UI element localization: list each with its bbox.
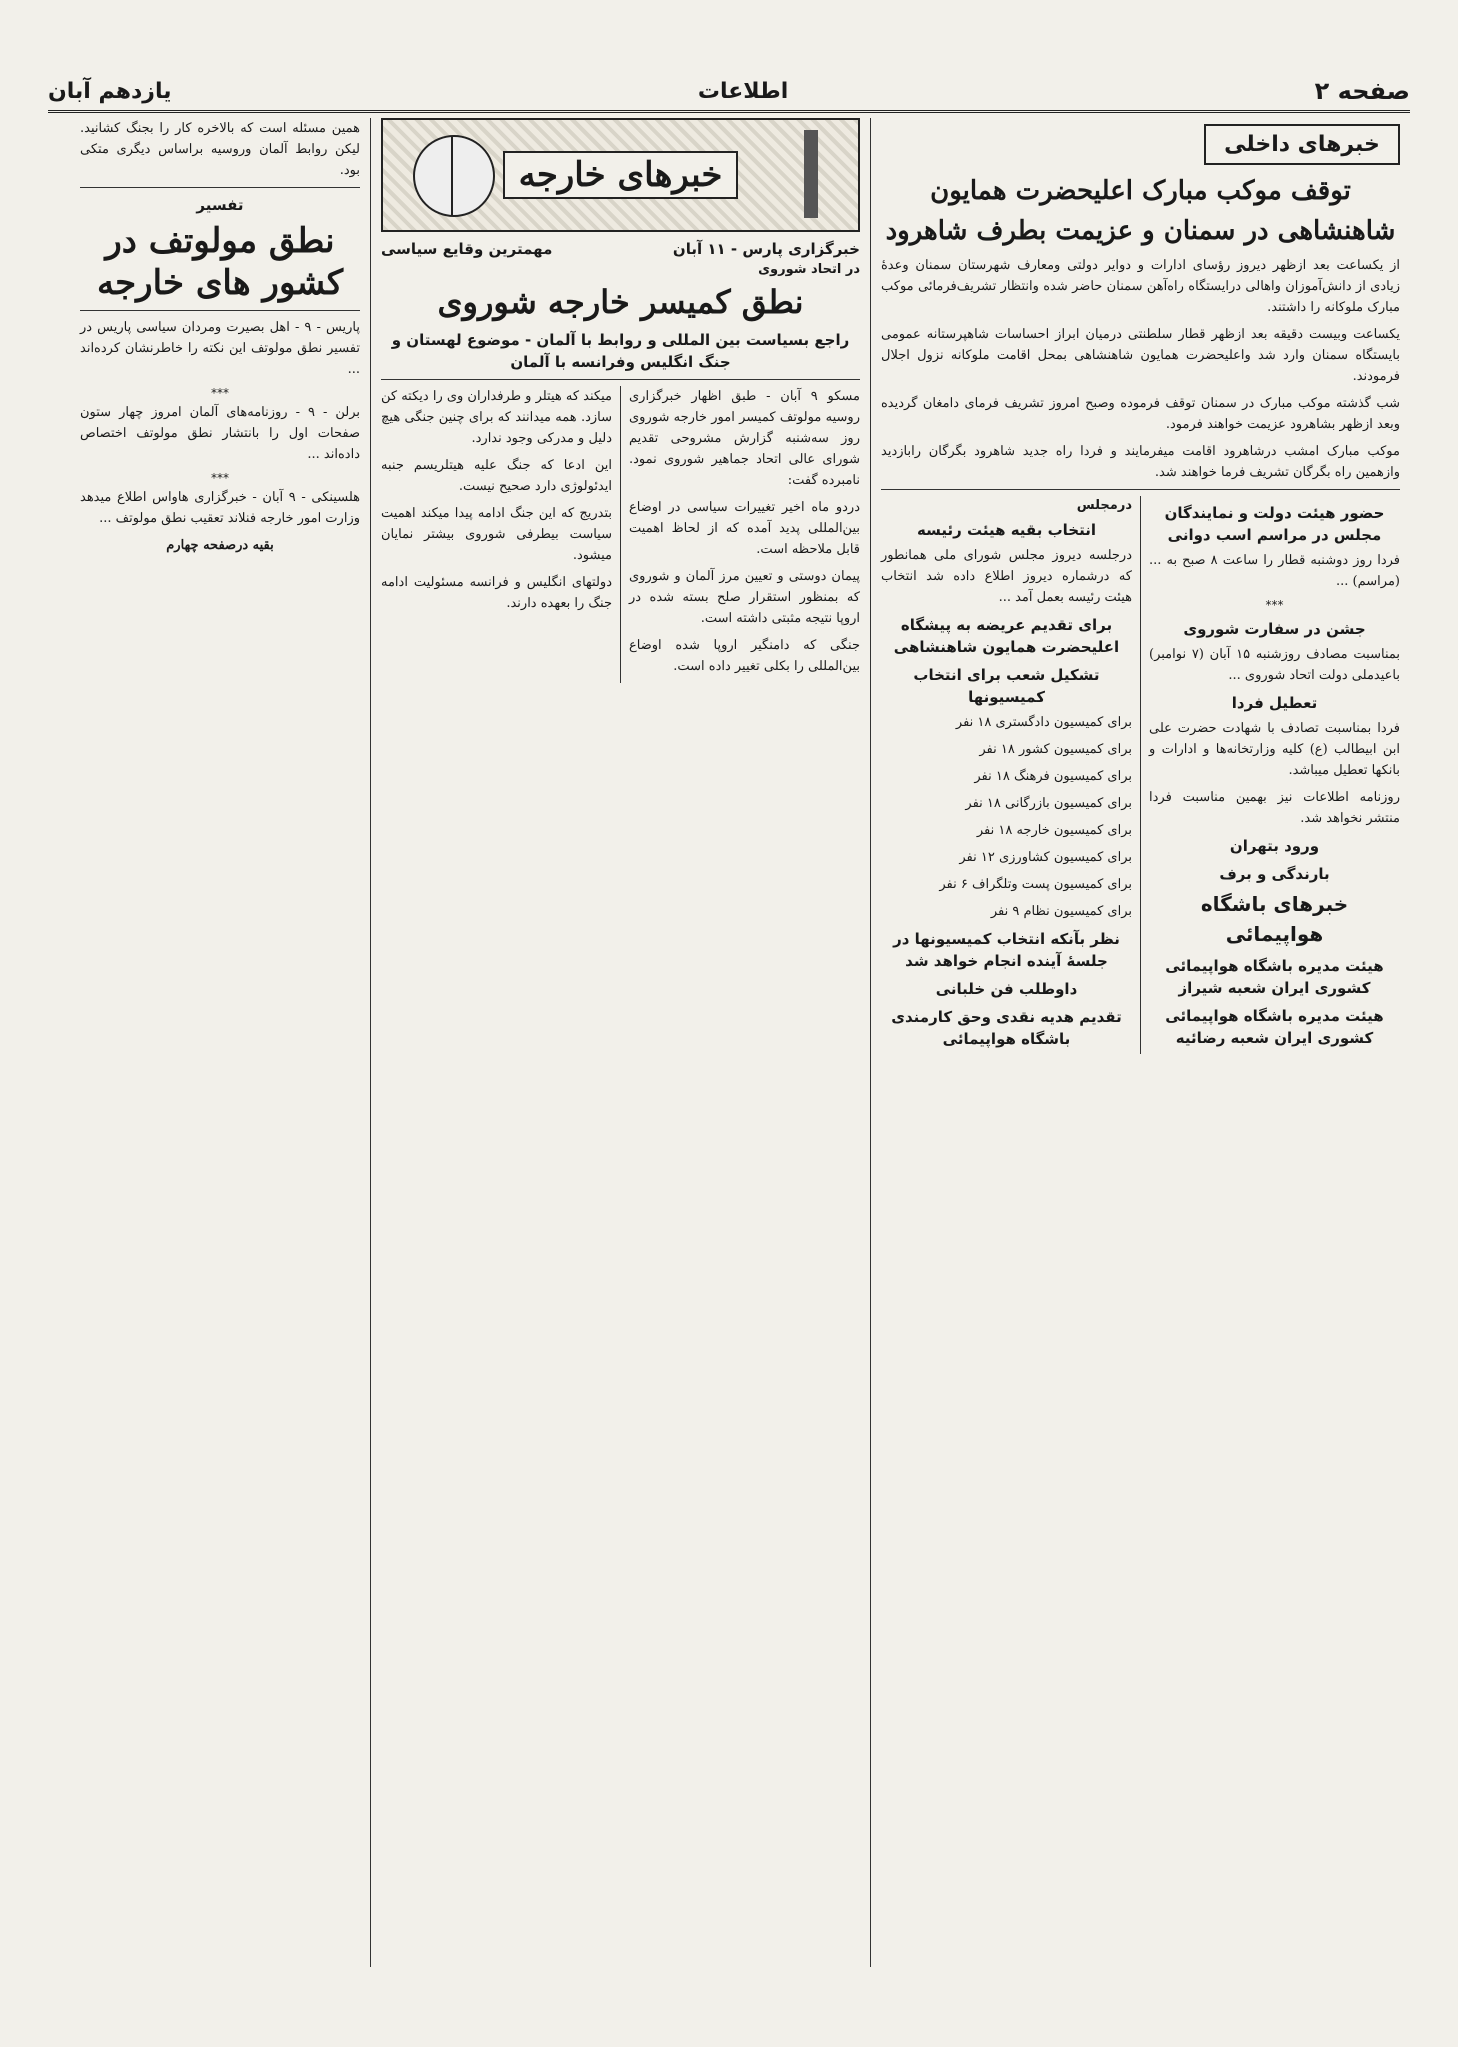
continued-text: همین مسئله است که بالاخره کار را بجنگ کشانید. لیکن روابط آلمان وروسیه براساس دیگری متکی بود. bbox=[80, 121, 360, 178]
commentary-column bbox=[70, 118, 370, 1967]
separator-stars: *** bbox=[211, 386, 229, 400]
article-paragraph: مسکو ۹ آبان - طبق اظهار خبرگزاری روسیه مولوتف کمیسر امور خارجه شوروی روز سه‌شنبه گزارش مشروحی تقدیم شورای عالی اتحاد جماهیر شوروی نمود. نامبرده گفت: bbox=[629, 389, 860, 488]
newspaper-note: روزنامه اطلاعات نیز بهمین مناسبت فردا منتشر نخواهد شد. bbox=[1149, 790, 1400, 826]
domestic-column bbox=[870, 118, 1410, 1967]
berlin-dateline: برلن - ۹ - روزنامه‌های آلمان امروز چهار ستون صفحات اول را بانتشار نطق مولوتف اختصاص داده‌اند ... bbox=[80, 405, 360, 462]
agency-row bbox=[381, 238, 860, 260]
petition-headline: برای تقدیم عریضه به پیشگاه اعلیحضرت همایون شاهنشاهی bbox=[893, 616, 1120, 656]
sub-headline: راجع بسیاست بین المللی و روابط با آلمان - موضوع لهستان و جنگ انگلیس وفرانسه با آلمان bbox=[391, 331, 850, 371]
committee-item: برای کمیسیون کشاورزی ۱۲ نفر bbox=[959, 850, 1132, 865]
snow-headline: بارندگی و برف bbox=[1219, 865, 1330, 883]
article-paragraph: دردو ماه اخیر تغییرات سیاسی در اوضاع بین‌المللی پدید آمده که از لحاظ اهمیت قابل ملاحظه است. bbox=[629, 500, 860, 557]
speaker-body: درجلسه دیروز مجلس شورای ملی همانطور که درشماره دیروز اطلاع داده شد انتخاب هیئت رئیسه بعمل آمد ... bbox=[881, 548, 1132, 605]
donation-headline: تقدیم هدیه نقدی وحق کارمندی باشگاه هواپیمائی bbox=[891, 1008, 1122, 1048]
article-paragraph: این ادعا که جنگ علیه هیتلریسم جنبه ایدئولوژی دارد صحیح نیست. bbox=[381, 458, 612, 494]
holiday-headline: تعطیل فردا bbox=[1231, 694, 1318, 712]
parliament-label: درمجلس bbox=[1076, 498, 1132, 513]
embassy-body: بمناسبت مصادف روزشنبه ۱۵ آبان (۷ نوامبر) باعیدملی دولت اتحاد شوروی ... bbox=[1149, 647, 1400, 683]
radio-tower-icon bbox=[804, 130, 818, 218]
agency-line: خبرگزاری پارس - ۱۱ آبان bbox=[672, 240, 860, 258]
foreign-news-column bbox=[370, 118, 870, 1967]
lead-paragraph: از یکساعت بعد ازظهر دیروز رؤسای ادارات و دوایر دولتی ومعارف شهرستان سمنان وعدهٔ زیادی از دانش‌آموزان واهالی درایستگاه راه‌آهن سمنان حاضر شده وانتظار تشریف‌فرمائی موکب مبارک ملوکانه را داشتند. bbox=[881, 258, 1400, 315]
committees-headline: تشکیل شعب برای انتخاب کمیسیونها bbox=[913, 666, 1100, 706]
article-paragraph: دولتهای انگلیس و فرانسه مسئولیت ادامه جنگ را بعهده دارند. bbox=[381, 575, 612, 611]
columns bbox=[48, 118, 1410, 1967]
lead-headline: توقف موکب مبارک اعلیحضرت همایون شاهنشاهی در سمنان و عزیمت بطرف شاهرود bbox=[885, 176, 1396, 246]
committee-item: برای کمیسیون فرهنگ ۱۸ نفر bbox=[974, 769, 1132, 784]
commentary-headline: نطق مولوتف در کشور های خارجه bbox=[96, 221, 344, 303]
divider bbox=[80, 187, 360, 188]
domestic-section-title: خبرهای داخلی bbox=[1204, 124, 1400, 165]
divider bbox=[381, 379, 860, 380]
separator-stars: *** bbox=[1265, 598, 1284, 612]
paper-name: اطلاعات bbox=[697, 78, 789, 104]
domestic-subcolumn-right bbox=[1140, 496, 1400, 1054]
foreign-subcolumn-right bbox=[620, 386, 860, 683]
committee-item: برای کمیسیون دادگستری ۱۸ نفر bbox=[955, 715, 1132, 730]
article-paragraph: جنگی که دامنگیر اروپا شده اوضاع بین‌المللی را بکلی تغییر داده است. bbox=[629, 638, 860, 674]
article-paragraph: بتدریج که این جنگ ادامه پیدا میکند اهمیت سیاست بیطرفی شوروی بیشتر نمایان میشود. bbox=[381, 506, 612, 563]
committee-item: برای کمیسیون بازرگانی ۱۸ نفر bbox=[965, 796, 1132, 811]
masthead bbox=[48, 72, 1410, 113]
article-paragraph: میکند که هیتلر و طرفداران وی را دیکته کن سازد. همه میدانند که برای چنین جنگی هیچ دلیل و مدرکی وجود ندارد. bbox=[381, 389, 612, 446]
important-line: مهمترین وقایع سیاسی bbox=[381, 240, 553, 258]
committee-item: برای کمیسیون پست وتلگراف ۶ نفر bbox=[939, 877, 1132, 892]
volunteer-headline: داوطلب فن خلبانی bbox=[935, 980, 1078, 998]
foreign-subcolumns bbox=[381, 386, 860, 683]
divider bbox=[80, 310, 360, 311]
divider bbox=[881, 489, 1400, 490]
parliament-column bbox=[881, 496, 1140, 1054]
issue-date: یازدهم آبان bbox=[48, 78, 172, 104]
aviation-headline: خبرهای باشگاه هواپیمائی bbox=[1200, 892, 1349, 946]
holiday-body: فردا بمناسبت تصادف با شهادت حضرت علی ابن ابیطالب (ع) کلیه وزارتخانه‌ها و ادارات و بانکها تعطیل میباشد. bbox=[1149, 721, 1400, 778]
aviation-subheadline-2: هیئت مدیره باشگاه هواپیمائی کشوری ایران شعبه رضائیه bbox=[1165, 1007, 1384, 1047]
continued-bottom: بقیه درصفحه چهارم bbox=[166, 538, 274, 553]
lead-paragraph: یکساعت وبیست دقیقه بعد ازظهر قطار سلطنتی درمیان ابراز احساسات شاهپرستانه عمومی بایستگاه سمنان وارد شد واعلیحضرت همایون شاهنشاهی بمحل اقامت ملوکانه نزول اجلال فرمودند. bbox=[881, 327, 1400, 384]
lead-paragraph: شب گذشته موکب مبارک در سمنان توقف فرموده وصبح امروز تشریف فرمای دامغان گردیده وبعد ازظهر بشاهرود عزیمت خواهند فرمود. bbox=[881, 396, 1400, 432]
tehran-arrival-headline: ورود بتهران bbox=[1229, 837, 1320, 855]
page-number: صفحه ۲ bbox=[1314, 77, 1410, 105]
speaker-headline: انتخاب بقیه هیئت رئیسه bbox=[916, 521, 1096, 539]
commentary-label: تفسیر bbox=[196, 196, 244, 214]
article-paragraph: پیمان دوستی و تعیین مرز آلمان و شوروی که بمنظور استقرار صلح بسته شده در اروپا نتیجه مثبتی داشته است. bbox=[629, 569, 860, 626]
governors-headline: حضور هیئت دولت و نمایندگان مجلس در مراسم اسب دوانی bbox=[1164, 504, 1385, 544]
foreign-subcolumn-left bbox=[381, 386, 620, 683]
ussr-label: در اتحاد شوروی bbox=[758, 262, 860, 277]
committee-item: برای کمیسیون خارجه ۱۸ نفر bbox=[976, 823, 1132, 838]
committee-item: برای کمیسیون کشور ۱۸ نفر bbox=[979, 742, 1132, 757]
paris-dateline: پاریس - ۹ - اهل بصیرت ومردان سیاسی پاریس در تفسیر نطق مولوتف این نکته را خاطرنشان کرده‌اند ... bbox=[80, 320, 360, 377]
lead-paragraph: موکب مبارک امشب درشاهرود اقامت میفرمایند و فردا راه جدید شاهرود بگرگان رابازدید وازهمین راه بگرگان تشریف فرما خواهند شد. bbox=[881, 444, 1400, 480]
domestic-subcolumns bbox=[881, 496, 1400, 1054]
globe-icon bbox=[413, 135, 495, 217]
foreign-news-banner bbox=[381, 118, 860, 232]
committee-item: برای کمیسیون نظام ۹ نفر bbox=[990, 904, 1132, 919]
embassy-headline: جشن در سفارت شوروی bbox=[1183, 620, 1366, 638]
aviation-subheadline: هیئت مدیره باشگاه هواپیمائی کشوری ایران شعبه شیراز bbox=[1165, 957, 1384, 997]
separator-stars: *** bbox=[211, 471, 229, 485]
committee-note: نظر بآنکه انتخاب کمیسیونها در جلسهٔ آینده انجام خواهد شد bbox=[893, 930, 1120, 970]
banner-title: خبرهای خارجه bbox=[503, 151, 739, 199]
helsinki-dateline: هلسینکی - ۹ آبان - خبرگزاری هاواس اطلاع میدهد وزارت امور خارجه فنلاند تعقیب نطق مولوتف ... bbox=[80, 490, 360, 526]
main-headline: نطق کمیسر خارجه شوروی bbox=[437, 283, 804, 321]
governors-body: فردا روز دوشنبه قطار را ساعت ۸ صبح به ... (مراسم) ... bbox=[1149, 553, 1400, 589]
